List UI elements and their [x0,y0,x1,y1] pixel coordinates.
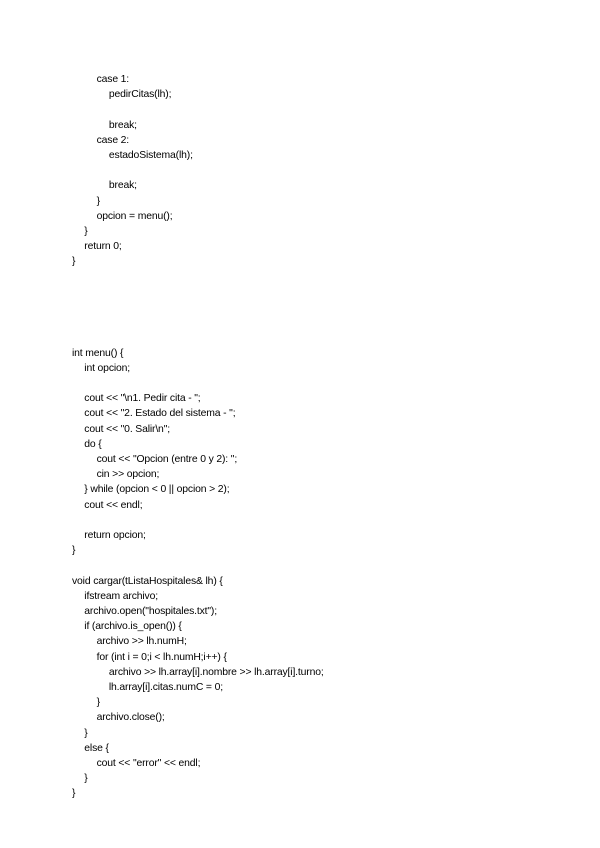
code-line: int opcion; [84,362,131,374]
code-line: } [96,195,100,207]
code-line: case 2: [96,134,130,146]
code-line: } while (opcion < 0 || opcion > 2); [84,484,230,496]
code-line: } [84,727,88,739]
code-line: case 1: [96,74,130,85]
code-line: } [96,697,100,709]
code-line: return opcion; [84,530,146,541]
code-line: break; [108,180,137,192]
code-line: cout << "Opcion (entre 0 y 2): "; [96,454,238,465]
code-line: cout << endl; [84,499,143,511]
code-line: cout << "2. Estado del sistema - "; [84,408,236,420]
code-line: } [72,545,76,557]
code-line: estadoSistema(lh); [108,150,193,161]
code-line: } [84,226,88,237]
code-line: ifstream archivo; [84,590,158,602]
code-line: } [72,788,76,800]
code-line: archivo.close(); [96,712,165,724]
code-line: break; [108,119,137,131]
code-line: } [84,773,88,785]
code-line: else { [84,742,109,754]
code-line: for (int i = 0;i < lh.numH;i++) { [96,651,227,663]
code-line: pedirCitas(lh); [108,89,172,101]
code-line: int menu() { [72,347,124,359]
code-line: } [72,256,76,268]
code-line: if (archivo.is_open()) { [84,621,182,633]
code-line: cout << "error" << endl; [96,758,201,769]
code-line: opcion = menu(); [96,210,173,222]
code-line: cin >> opcion; [96,469,160,481]
code-line: archivo >> lh.array[i].nombre >> lh.array[i].turno; [108,666,324,678]
code-line: archivo.open("hospitales.txt"); [84,606,217,617]
code-line: cout << "\n1. Pedir cita - "; [84,393,201,405]
code-line: void cargar(tListaHospitales& lh) { [72,575,223,587]
code-line: archivo >> lh.numH; [96,636,187,648]
code-line: lh.array[i].citas.numC = 0; [108,682,223,693]
code-line: cout << "0. Salir\n"; [84,423,170,435]
code-line: return 0; [84,241,122,253]
code-line: do { [84,438,102,450]
